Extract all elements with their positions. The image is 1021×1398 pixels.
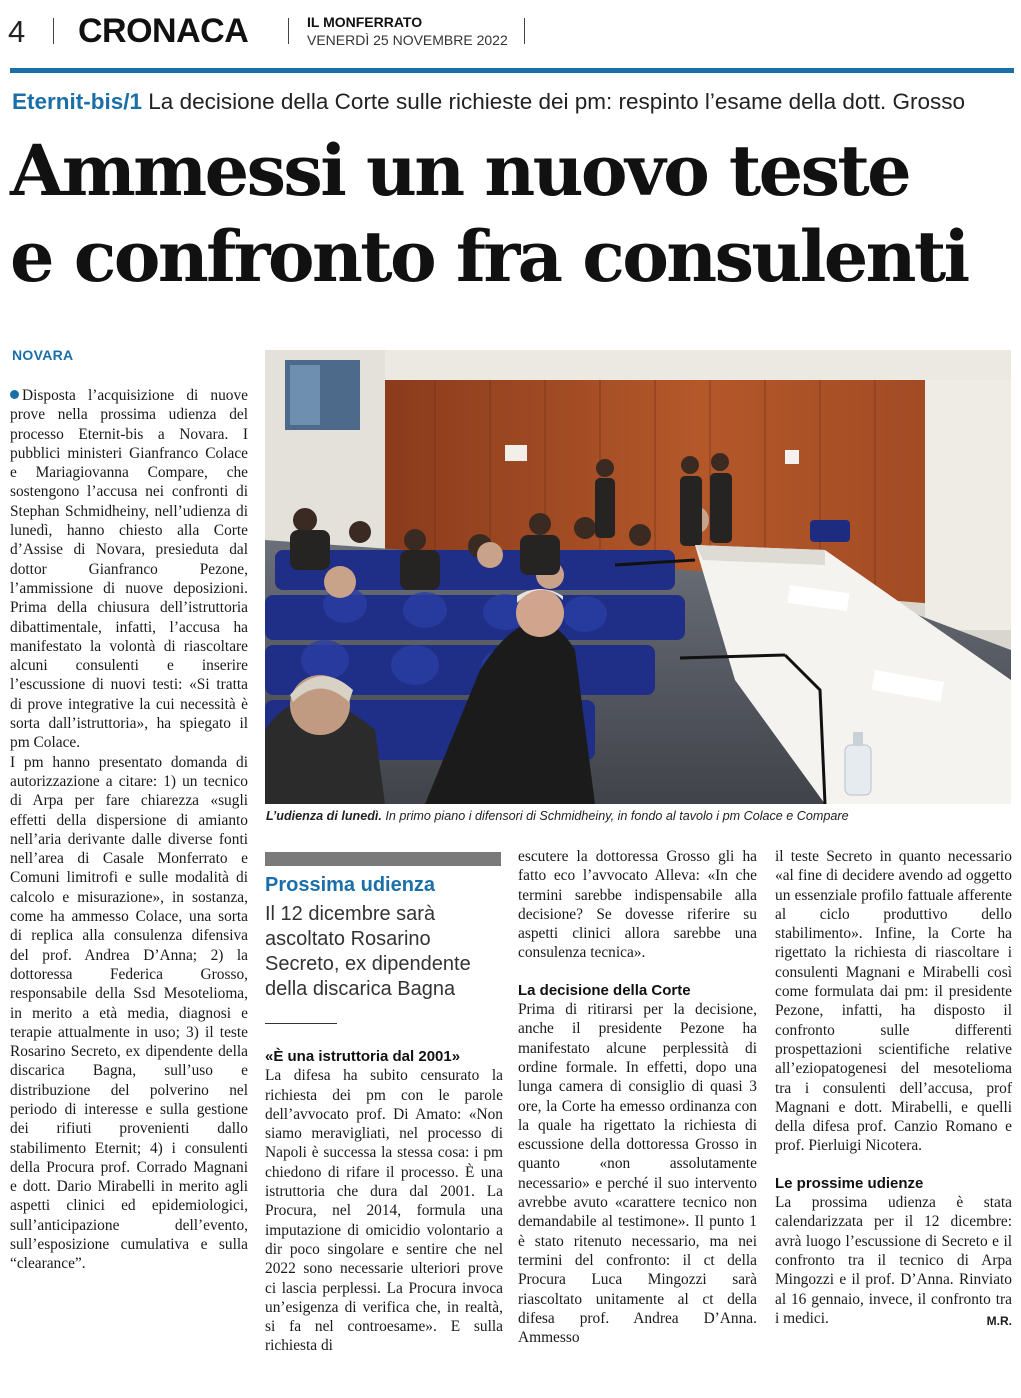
- section-title: CRONACA: [78, 12, 249, 50]
- article-column-4: [775, 847, 1012, 1331]
- article-column-2: [265, 1047, 503, 1356]
- kicker-text: La decisione della Corte sulle richieste dei pm: respinto l’esame della dott. Grosso: [148, 89, 965, 114]
- sidebar-box-bar: [265, 852, 501, 866]
- body-paragraph: Disposta l’acquisizione di nuove prove nella prossima udienza del processo Eternit-bis a Novara. I pubblici ministeri Gianfranco Colace e Mariagiovanna Compare, che sostengono l’accusa nei confronti di Stephan Schmidheiny, nell’udienza di lunedì, hanno chiesto alla Corte d’Assise di Novara, presieduta dal dottor Gianfranco Pezone, l’ammissione di nuove deposizioni. Prima della chiusura dell’istruttoria dibattimentale, infatti, l’accusa ha manifestato la volontà di riascoltare alcuni consulenti e inserire l’escussione di nuovi testi: «Si tratta di prove integrative la cui necessità è sorta dall’istruttoria», ha spiegato il pm Colace.: [10, 387, 248, 752]
- section-subhead: La decisione della Corte: [518, 981, 691, 999]
- masthead-divider: [53, 18, 54, 44]
- body-paragraph: I pm hanno presentato domanda di autorizzazione a citare: 1) un tecnico di Arpa per fare chiarezza «sugli effetti della dispersione di amianto nell’aria derivante dalle diverse fonti nell’area di Casale Monferrato e Comuni limitrofi e sulle modalità di calcolo e misurazione», in sostanza, come ha ammesso Colace, una sorta di replica alla consulenza difensiva del prof. Andrea D’Anna; 2) la dottoressa Federica Grosso, responsabile della Ssd Mesotelioma, in merito a età media, diagnosi e terapie attualmente in uso; 3) il teste Rosarino Secreto, ex dipendente della discarica Bagna, sull’uso e distribuzione del polverino nel periodo di interesse e sulla gestione dei rifiuti provenienti dallo stabilimento Eternit; 4) i consulenti della Procura prof. Corrado Magnani e dott. Dario Mirabelli in merito agli aspetti clinici ed epidemiologici, sull’anticipazione dell’evento, sull’esposizione cumulativa e sulla “clearance”.: [10, 753, 248, 1273]
- body-paragraph: [775, 1193, 1012, 1328]
- article-column-1: [10, 386, 248, 1274]
- dateline-locality: NOVARA: [12, 347, 74, 363]
- article-headline: [10, 128, 1014, 300]
- page-number: 4: [8, 14, 26, 49]
- article-kicker: [12, 89, 1012, 115]
- caption-lead: L’udienza di lunedì.: [266, 809, 382, 823]
- bullet-dot-icon: [10, 390, 19, 399]
- section-subhead: Le prossime udienze: [775, 1174, 924, 1192]
- headline-line: e confronto fra consulenti: [10, 215, 968, 298]
- body-paragraph: escutere la dottoressa Grosso gli ha fatto eco l’avvocato Alleva: «In che termini sarebbe indispensabile alla decisione? Se dovesse riferire su aspetti clinici allora sarebbe una consulenza tecnica».: [518, 848, 757, 962]
- headline-line: Ammessi un nuovo teste: [10, 129, 910, 212]
- body-text: La prossima udienza è stata calendarizzata per il 12 dicembre: avrà luogo l’escussione di Secreto e il confronto tra il tecnico di Arpa Mingozzi e il prof. D’Anna. Rinviato al 16 gennaio, invece, il confronto tra i medici.: [775, 1194, 1012, 1327]
- author-signature: M.R.: [986, 1313, 1012, 1328]
- issue-date: VENERDÌ 25 NOVEMBRE 2022: [307, 32, 508, 48]
- section-subhead: «È una istruttoria dal 2001»: [265, 1048, 461, 1065]
- sidebar-box-rule: [265, 1023, 337, 1024]
- masthead-divider: [524, 18, 525, 44]
- masthead-divider: [288, 18, 289, 44]
- sidebar-box-title: Prossima udienza: [265, 874, 436, 896]
- section-rule: [10, 68, 1014, 73]
- kicker-tag: Eternit-bis/1: [12, 89, 143, 114]
- article-column-3: [518, 847, 757, 1347]
- caption-text: In primo piano i difensori di Schmidheiny, in fondo al tavolo i pm Colace e Compare: [385, 809, 849, 823]
- sidebar-box-text: Il 12 dicembre sarà ascoltato Rosarino Secreto, ex dipendente della discarica Bagna: [265, 903, 471, 1000]
- photo-caption: [266, 809, 1012, 823]
- body-paragraph: Prima di ritirarsi per la decisione, anche il presidente Pezone ha manifestato alcune perplessità di ordine formale. In effetti, dopo una lunga camera di consiglio di quasi 3 ore, la Corte ha emesso ordinanza con la quale ha rigettato la richiesta di escussione della dottoressa Grosso in quanto «non assolutamente necessario» e perché il suo intervento avrebbe avuto «carattere tecnico non demandabile al testimone». Il punto 1 è stato ritenuto necessario, ma nei termini del confronto: il ct della Procura Luca Mingozzi sarà riascoltato unitamente al ct della difesa prof. Andrea D’Anna. Ammesso: [518, 1001, 757, 1347]
- body-paragraph: La difesa ha subito censurato la richiesta dei pm con le parole dell’avvocato prof. Di Amato: «Non siamo meravigliati, nel processo di Napoli è successa la stessa cosa: i pm chiedono di rifare il processo. È una istruttoria che dura dal 2001. La Procura, nel 2014, formula una imputazione di omicidio volontario a dir poco singolare e sentire che nel 2022 sono necessarie ulteriori prove ci lascia perplessi. La Procura invoca un’esigenza di verifica che, in realtà, si fa nel controesame». E sulla richiesta di: [265, 1067, 503, 1355]
- newspaper-name: IL MONFERRATO: [307, 14, 423, 30]
- court-hearing-photo: [265, 350, 1011, 804]
- body-paragraph: il teste Secreto in quanto necessario «al fine di decidere avendo ad oggetto un essenziale profilo fattuale afferente al ciclo produttivo dello stabilimento». Infine, la Corte ha rigettato la richiesta di riascoltare i consulenti Magnani e Mirabelli così come formulata dai pm: il presidente Pezone, infatti, ha disposto il confronto sulle differenti prospettazioni scientifiche relative all’eziopatogenesi del mesotelioma tra i consulenti dell’accusa, prof Magnani e dott. Mirabelli, e quelli della difesa prof. Canzio Romano e prof. Pierluigi Nicotera.: [775, 848, 1012, 1155]
